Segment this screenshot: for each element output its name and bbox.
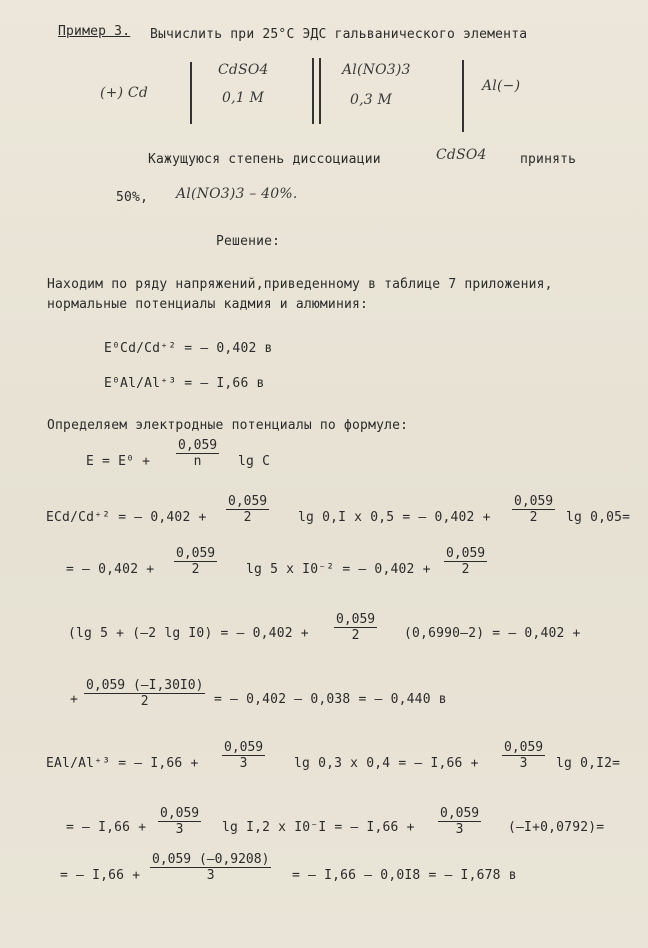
cd-line2-left: = – 0,402 + xyxy=(66,562,155,577)
cell-bridge-right xyxy=(319,58,321,124)
al-line3-right: = – I,66 – 0,0I8 = – I,678 в xyxy=(292,868,517,883)
cell-separator-2 xyxy=(462,60,464,132)
al-line1-fraction-2: $\frac{0,059}{3}$ xyxy=(504,740,544,771)
formula-intro: Определяем электродные потенциалы по формуле: xyxy=(47,418,409,433)
al-line1-fraction-1: $\frac{0,059}{3}$ xyxy=(224,740,264,771)
cd-line4-plus: + xyxy=(70,692,79,707)
cd-line1-left: ECd/Cd⁺² = – 0,402 + xyxy=(46,510,207,525)
cd-line1-mid: lg 0,I x 0,5 = – 0,402 + xyxy=(298,510,491,525)
dissociation-value-a: 50%, xyxy=(116,190,149,205)
formula-left: E = E⁰ + xyxy=(86,454,151,469)
cd-line4-fraction: $\frac{0,059 (-I,30I0)}{2}$ xyxy=(86,678,204,709)
al-line1-mid: lg 0,3 x 0,4 = – I,66 + xyxy=(294,756,479,771)
formula-numerator: 0,059 xyxy=(178,438,218,453)
e0-cadmium: E⁰Cd/Cd⁺² = – 0,402 в xyxy=(104,341,273,356)
al-line3-fraction: $\frac{0,059 (-0,9208)}{3}$ xyxy=(152,852,270,883)
cd-line4-right: = – 0,402 – 0,038 = – 0,440 в xyxy=(214,692,447,707)
dissociation-text: Кажущуюся степень диссоциации xyxy=(148,152,381,167)
task-text: Вычислить при 25°С ЭДС гальванического элемента xyxy=(150,27,528,42)
cell-conc-1: 0,1 M xyxy=(222,90,265,106)
formula-right: lg C xyxy=(238,454,271,469)
formula-denominator: n xyxy=(193,454,202,469)
al-line2-left: = – I,66 + xyxy=(66,820,147,835)
cd-line3-right: (0,6990–2) = – 0,402 + xyxy=(404,626,581,641)
cell-cathode: Al(−) xyxy=(482,78,521,94)
cd-line1-right: lg 0,05= xyxy=(566,510,631,525)
solution-heading: Решение: xyxy=(216,234,281,249)
e0-aluminium: E⁰Al/Al⁺³ = – I,66 в xyxy=(104,376,265,391)
formula-fraction xyxy=(176,438,219,470)
cd-line1-fraction-1: $\frac{0,059}{2}$ xyxy=(228,494,268,525)
example-label: Пример 3. xyxy=(58,24,131,39)
intro-line-2: нормальные потенциалы кадмия и алюминия: xyxy=(47,297,369,312)
al-line2-fraction-1: $\frac{0,059}{3}$ xyxy=(160,806,200,837)
dissociation-value-b: Al(NO3)3 – 40%. xyxy=(176,186,298,202)
cd-line2-fraction-2: $\frac{0,059}{2}$ xyxy=(446,546,486,577)
intro-line-1: Находим по ряду напряжений,приведенному в таблице 7 приложения, xyxy=(47,277,553,292)
cell-anode: (+) Cd xyxy=(100,85,148,101)
cd-line3-fraction: $\frac{0,059}{2}$ xyxy=(336,612,376,643)
dissociation-end: принять xyxy=(520,152,577,167)
al-line1-left: EAl/Al⁺³ = – I,66 + xyxy=(46,756,199,771)
al-line3-left: = – I,66 + xyxy=(60,868,141,883)
cd-line3-left: (lg 5 + (–2 lg I0) = – 0,402 + xyxy=(68,626,309,641)
cd-line2-mid: lg 5 x I0⁻² = – 0,402 + xyxy=(246,562,431,577)
al-line2-right: (–I+0,0792)= xyxy=(508,820,605,835)
cd-line1-fraction-2: $\frac{0,059}{2}$ xyxy=(514,494,554,525)
cell-bridge-left xyxy=(312,58,314,124)
al-line1-right: lg 0,I2= xyxy=(556,756,621,771)
dissociation-salt: CdSO4 xyxy=(436,147,487,163)
cd-line2-fraction-1: $\frac{0,059}{2}$ xyxy=(176,546,216,577)
cell-salt-1: CdSO4 xyxy=(218,62,269,78)
cell-conc-2: 0,3 M xyxy=(350,92,393,108)
al-line2-fraction-2: $\frac{0,059}{3}$ xyxy=(440,806,480,837)
cell-separator-1 xyxy=(190,62,192,124)
al-line2-mid: lg I,2 x I0⁻I = – I,66 + xyxy=(222,820,415,835)
cell-salt-2: Al(NO3)3 xyxy=(342,62,411,78)
